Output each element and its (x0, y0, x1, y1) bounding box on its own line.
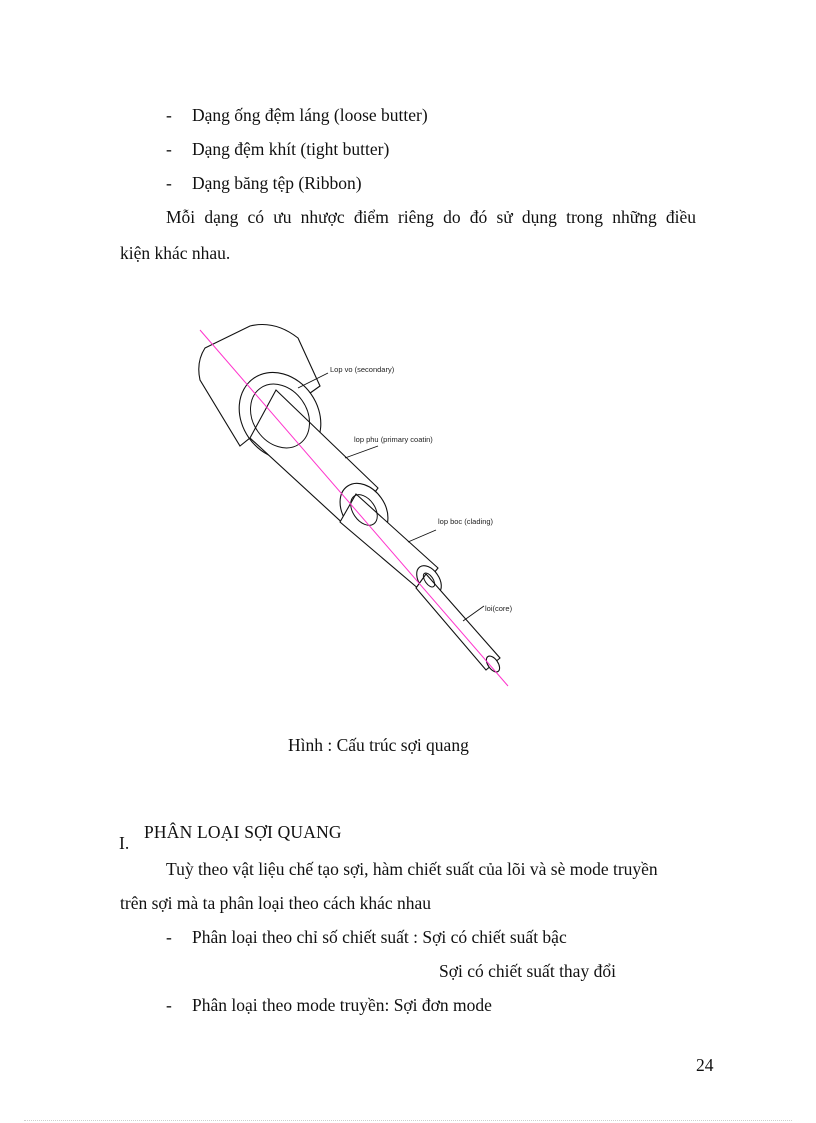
label-cladding: lop boc (clading) (438, 517, 494, 526)
leader-core (463, 606, 484, 621)
list-item-tight-butter: Dạng đệm khít (tight butter) (192, 139, 390, 159)
list-item-loose-butter: Dạng ống đệm láng (loose butter) (192, 105, 428, 125)
figure-caption: Hình : Cấu trúc sợi quang (288, 735, 469, 755)
list-dash: - (166, 139, 172, 159)
paragraph-line: trên sợi mà ta phân loại theo cách khác nhau (120, 893, 432, 913)
label-core: loi(core) (485, 604, 513, 613)
paragraph-line: Tuỳ theo vật liệu chế tạo sợi, hàm chiết suất của lõi và sè mode truyền (166, 859, 658, 879)
list-dash: - (166, 173, 172, 193)
label-secondary: Lop vo (secondary) (330, 365, 395, 374)
section-title: PHÂN LOẠI SỢI QUANG (144, 822, 342, 842)
list-dash: - (166, 927, 172, 947)
core-body (416, 574, 500, 670)
fiber-structure-diagram (180, 318, 540, 698)
page-number: 24 (696, 1055, 714, 1075)
list-item-mode: Phân loại theo mode truyền: Sợi đơn mode (192, 995, 492, 1015)
fiber-axis-line (200, 330, 508, 686)
list-item-refractive-index: Phân loại theo chỉ số chiết suất : Sợi có chiết suất bậc (192, 927, 567, 947)
fiber-structure-figure (180, 318, 540, 698)
leader-cladding (408, 530, 436, 542)
list-dash: - (166, 995, 172, 1015)
paragraph-line: kiện khác nhau. (120, 243, 231, 263)
label-primary: lop phu (primary coatin) (354, 435, 433, 444)
paragraph-line: Mỗi dạng có ưu nhược điểm riêng do đó sử dụng trong những điều (166, 207, 696, 227)
list-item-continuation: Sợi có chiết suất thay đổi (439, 961, 616, 981)
leader-primary (345, 446, 378, 458)
list-item-ribbon: Dạng băng tệp (Ribbon) (192, 173, 362, 193)
section-number: I. (119, 833, 130, 853)
footer-divider (24, 1120, 792, 1121)
list-dash: - (166, 105, 172, 125)
